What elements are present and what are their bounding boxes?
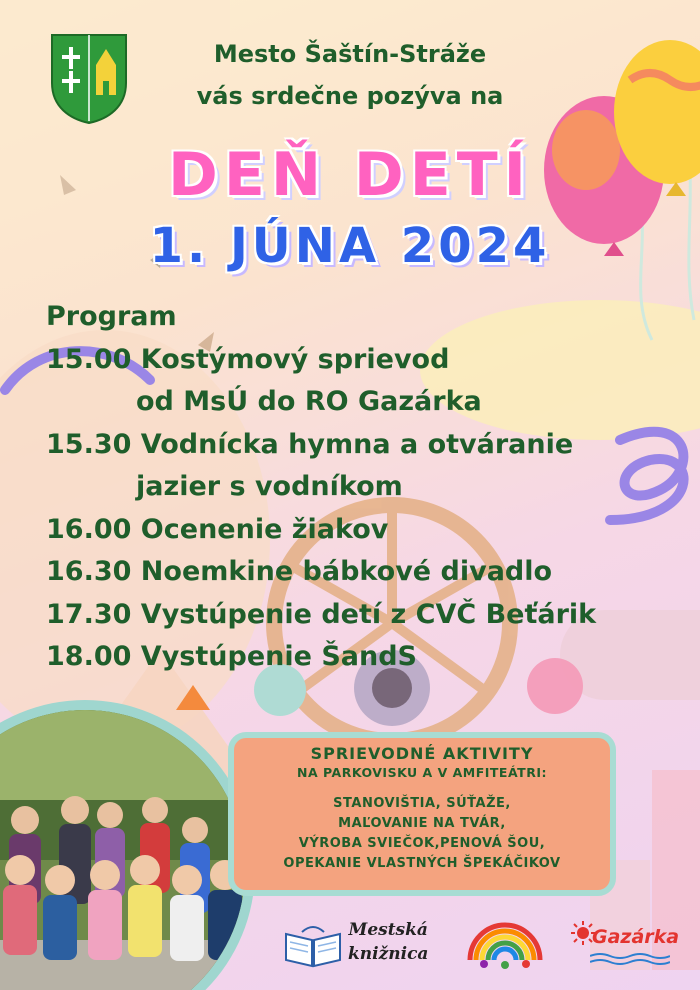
program-section bbox=[46, 296, 596, 679]
library-name-line2: knižnica bbox=[348, 944, 429, 964]
program-item: 15.30 Vodnícka hymna a otváranie bbox=[46, 428, 574, 460]
activity-item: STANOVIŠTIA, SÚŤAŽE, bbox=[333, 796, 511, 811]
gazarka-logo-text: Gazárka bbox=[592, 926, 680, 948]
program-item: 18.00 Vystúpenie ŠandS bbox=[46, 641, 417, 672]
waves-icon bbox=[590, 952, 670, 966]
program-item: 16.30 Noemkine bábkové divadlo bbox=[46, 556, 553, 587]
open-book-icon bbox=[282, 920, 344, 970]
activities-title: SPRIEVODNÉ AKTIVITY bbox=[310, 744, 534, 763]
program-item-continuation: od MsÚ do RO Gazárka bbox=[136, 386, 482, 417]
library-logo-text bbox=[348, 918, 428, 966]
program-heading: Program bbox=[46, 301, 177, 332]
activities-subtitle: NA PARKOVISKU A V AMFITEÁTRI: bbox=[297, 765, 547, 780]
program-item: 16.00 Ocenenie žiakov bbox=[46, 513, 389, 545]
library-name-line1: Mestská bbox=[348, 920, 428, 940]
organizer-line: Mesto Šaštín-Stráže bbox=[213, 40, 487, 68]
activities-box bbox=[228, 732, 616, 896]
event-date: 1. JÚNA 2024 bbox=[149, 218, 551, 274]
invitation-line: vás srdečne pozýva na bbox=[196, 82, 504, 110]
program-item: 17.30 Vystúpenie detí z CVČ Beťárik bbox=[46, 598, 597, 630]
program-item: 15.00 Kostýmový sprievod bbox=[46, 343, 450, 375]
event-title: DEŇ DETÍ bbox=[168, 140, 532, 210]
activity-item: MAĽOVANIE NA TVÁR, bbox=[338, 816, 506, 831]
activities-list bbox=[234, 794, 610, 874]
program-item-continuation: jazier s vodníkom bbox=[136, 471, 403, 502]
rainbow-kindergarten-logo bbox=[464, 910, 546, 970]
activity-item: OPEKANIE VLASTNÝCH ŠPEKÁČIKOV bbox=[283, 856, 561, 871]
activity-item: VÝROBA SVIEČOK,PENOVÁ ŠOU, bbox=[298, 836, 546, 851]
